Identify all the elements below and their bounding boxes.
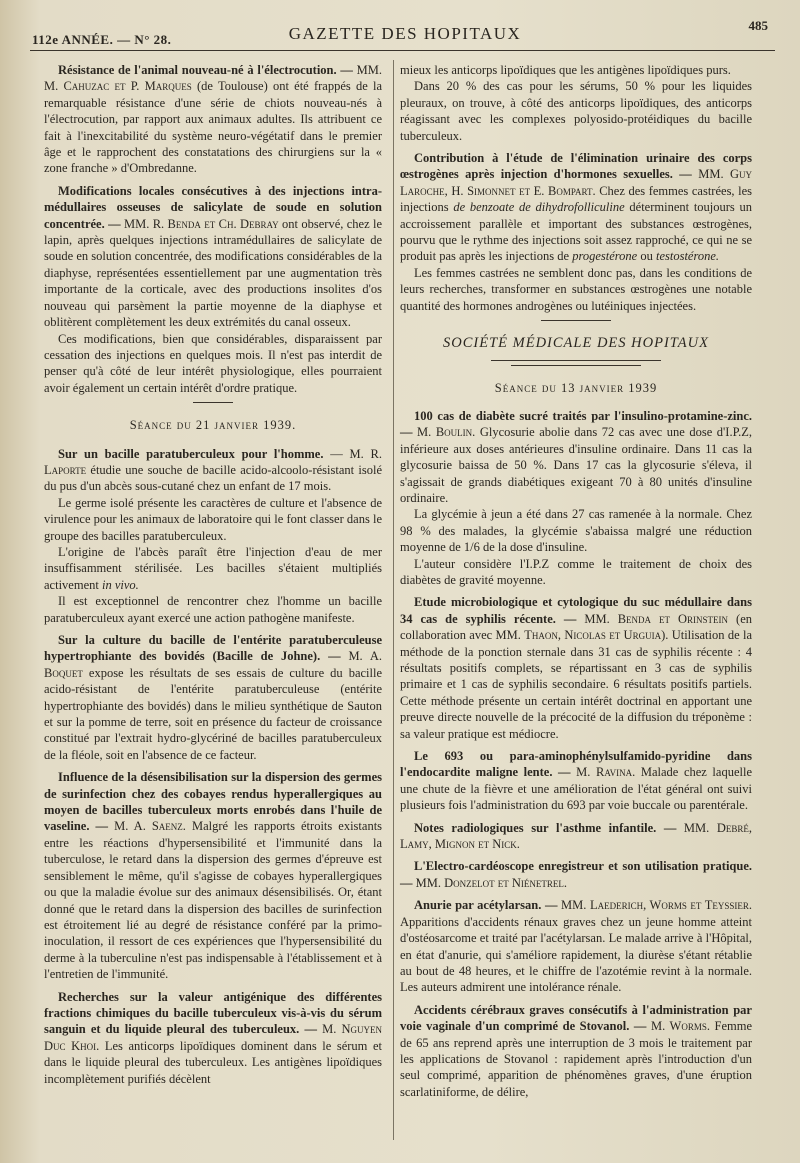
article-electrocardeoscope bbox=[400, 858, 752, 891]
separator bbox=[541, 320, 611, 321]
article-title: Anurie par acétylarsan. — bbox=[414, 898, 558, 913]
article-authors: M. Boulin. bbox=[417, 425, 476, 440]
article-body: L'auteur considère l'I.P.Z comme le traitement de choix des diabètes de gravité moyenne. bbox=[400, 556, 752, 587]
article-authors: MM. R. Benda et Ch. Debray bbox=[123, 216, 279, 231]
article-body: Malade chez laquelle une chute de la fièvre et une amélioration de l'état général ont suivi plusieurs fois l'administration du 693 par voie buccale ou parentérale. bbox=[400, 765, 752, 813]
article-body: La glycémie à jeun a été dans 27 cas ramenée à la normale. Chez 98 % des malades, la glycémie s'abaissa malgré une réduction moyenne de 1/6 de la dose d'insuline. bbox=[400, 507, 752, 555]
article-body: expose les résultats de ses essais de culture du bacille acido-résistant de l'entérite paratuberculeuse (entérite hypertrophiante des bovidés) dans le milieu synthétique de Sauton et sur la pomme de terre, soit en présence du facteur de croissance constitué par l'extrait hydro-glycériné de bacilles paratuberculeux de la fléole, soit en l'absence de ce facteur. bbox=[44, 665, 383, 762]
article-body: Malgré les rapports étroits existants entre les réactions d'hypersensibilité et l'immunité dans la tuberculose, le retard dans la dispersion des germes d'épreuve est sensiblement le même, qu'il s'agisse de cobayes hyperallergiques ou que la maladie évolue sur des animaux désensibilisés. Or, étant donné que le retard dans la dispersion des bacilles de surinfection est étroitement lié au degré de résistance conféré par la primo-inoculation, il ressort de ces expériences que l'hypersensibilité du derme à la tuberculine n'est pas indispensable à l'établissement et à l'entretien de l'immunité. bbox=[44, 819, 383, 982]
article-authors: M. Nguyen Duc Khoi. bbox=[44, 1022, 382, 1053]
article-authors: MM. Laederich, Worms et Teyssier. bbox=[561, 898, 753, 913]
article-title: Notes radiologiques sur l'asthme infantile. — bbox=[414, 820, 677, 835]
article-johne bbox=[44, 632, 382, 763]
article-authors: M. A. Boquet bbox=[44, 649, 382, 680]
article-body: ou bbox=[640, 249, 653, 264]
separator bbox=[193, 402, 233, 403]
article-body: Femme de 65 ans reprend après une interruption de 3 mois le traitement par les applications de Stovanol : rapidement après l'introduction d'un seul comprimé, apparition de phénomènes graves, d'une éruption scarlatiniforme, de délire, bbox=[400, 1019, 753, 1099]
column-divider bbox=[393, 60, 394, 1140]
article-syphilis bbox=[400, 594, 752, 742]
header-rule bbox=[30, 50, 775, 51]
article-title: Résistance de l'animal nouveau-né à l'électrocution. — bbox=[58, 63, 353, 77]
article-body: Apparitions d'accidents rénaux graves chez un jeune homme atteint d'ostéosarcome et traité par l'acétylarsan. Le malade arrive à l'Hôpital, en état d'anurie, qui s'améliore rapidement, la diurèse s'étant rétablie au bout de 48 heures, et le chiffre de l'azotémie revint à la normale. Les auteurs admirent une intolérance rénale. bbox=[400, 914, 752, 995]
article-body: (en collaboration avec MM. bbox=[400, 611, 753, 643]
article-authors: MM. Benda et Orinstein bbox=[584, 611, 729, 626]
article-title: Influence de la désensibilisation sur la dispersion des germes de surinfection chez des cobayes rendus hyperallergiques au moyen de bacilles tuberculeux morts enrobés dans l'huile de vaseline. — bbox=[44, 770, 382, 834]
journal-title: GAZETTE DES HOPITAUX bbox=[288, 24, 522, 43]
right-column bbox=[400, 62, 752, 1106]
session-heading: Séance du 13 janvier 1939 bbox=[494, 380, 658, 395]
page-header bbox=[30, 18, 780, 48]
article-body: Ces modifications, bien que considérables, disparaissent par cessation des injections en quelques mois. Il n'est pas interdit de penser qu'à côté de leur intérêt physiologique, elles pourraient avoir également un certain intérêt d'ordre pratique. bbox=[44, 331, 382, 395]
issue-number: 112e ANNÉE. — N° 28. bbox=[32, 32, 172, 47]
article-authors: Thaon, Nicolas et Urguia bbox=[524, 628, 662, 643]
article-desensibilisation bbox=[44, 769, 382, 982]
article-title: Accidents cérébraux graves consécutifs à l'administration par voie vaginale d'un comprimé de Stovanol. — bbox=[400, 1002, 752, 1034]
article-authors: MM. M. Cahuzac et P. Marques bbox=[44, 63, 382, 94]
article-body: Les femmes castrées ne semblent donc pas, dans les conditions de leurs recherches, transformer en substances œstrogènes une notable quantité des hormones androgènes ou lutéiniques injectées. bbox=[400, 265, 752, 313]
article-authors: M. A. Saenz. bbox=[114, 819, 186, 834]
article-italic: testostérone. bbox=[655, 249, 720, 264]
article-authors: MM. Debré, Lamy, Mignon et Nick. bbox=[400, 820, 752, 852]
article-body: Il est exceptionnel de rencontrer chez l'homme un bacille paratuberculeux ayant exercé une action pathogène manifeste. bbox=[44, 594, 382, 625]
article-antigenique bbox=[44, 989, 382, 1087]
article-693 bbox=[400, 748, 752, 814]
article-authors: M. Ravina. bbox=[576, 765, 636, 780]
article-body: Glycosurie abolie dans 72 cas avec une dose d'I.P.Z, inférieure aux doses antérieures d'insuline ordinaire. Dans 11 cas la glycosurie baissa de 50 %. Dans 17 cas la glycosurie s'éleva, il s'agissait de grands diabétiques exigeant 70 à 80 unités d'insuline ordinaire. bbox=[400, 425, 753, 505]
article-body: ). Utilisation de la méthode de la ponction sternale dans 31 cas de syphilis récente : 4 résultats positifs complets, se répartissant en 3 cas de syphilis primaire et 1 cas de syphilis secondaire. 6 résultats positifs partiels. Cette méthode présente un certain intérêt doctrinal en apportant une preuve directe nouvelle de la précocité de la diffusion du tréponème : sa valeur pratique est médiocre. bbox=[400, 628, 752, 741]
article-body: (de Toulouse) ont été frappés de la remarquable résistance d'une série de chiots nouveau-nés à l'électrocution, par rapport aux animaux adultes. Ils attribuent ce fait à l'inexcitabilité du système neuro-végétatif dans le premier âge et le rapprochent des constatations des chirurgiens sur la « zone franche » d'Ombredanne. bbox=[44, 79, 382, 176]
article-italic: de benzoate de dihydrofolliculine bbox=[453, 200, 625, 215]
article-authors: — M. R. Laporte bbox=[44, 446, 383, 477]
society-rule bbox=[511, 365, 641, 366]
session-heading: Séance du 21 janvier 1939. bbox=[129, 418, 297, 433]
article-italic: progestérone bbox=[572, 249, 638, 264]
article-authors: MM. Guy Laroche, H. Simonnet et E. Bompart. bbox=[400, 167, 752, 198]
article-body: étudie une souche de bacille acido-alcoolo-résistant isolé du pus d'un abcès sous-cutané chez un enfant de 17 mois. bbox=[44, 462, 382, 494]
article-title: Le 693 ou para-aminophénylsulfamido-pyridine dans l'endocardite maligne lente. — bbox=[400, 749, 752, 780]
society-heading: SOCIÉTÉ MÉDICALE DES HOPITAUX bbox=[443, 335, 709, 352]
article-diabete bbox=[400, 408, 752, 588]
article-body: Les anticorps lipoïdiques dominent dans le sérum et dans le liquide pleural des tuberculeux. Les antigènes lipoïdiques incomplètement purifiés décèlent bbox=[44, 1038, 382, 1086]
article-title: L'Electro-cardéoscope enregistreur et son utilisation pratique. — bbox=[400, 859, 752, 890]
article-italic: in vivo. bbox=[101, 577, 139, 592]
article-asthme bbox=[400, 820, 752, 853]
article-body: L'origine de l'abcès paraît être l'injection d'eau de mer insuffisamment stérilisée. Les bacilles s'étaient multipliés activement bbox=[44, 544, 382, 592]
society-rule bbox=[491, 360, 661, 361]
article-title: 100 cas de diabète sucré traités par l'insulino-protamine-zinc. — bbox=[400, 408, 752, 440]
article-anurie bbox=[400, 897, 752, 995]
article-stovanol bbox=[400, 1002, 752, 1100]
article-antigenique-cont bbox=[400, 62, 752, 144]
article-paratuberculeux bbox=[44, 446, 382, 626]
article-title: Contribution à l'étude de l'élimination urinaire des corps œstrogènes après injection d'hormones sexuelles. — bbox=[400, 151, 752, 182]
article-title: Etude microbiologique et cytologique du suc médullaire dans 34 cas de syphilis récente. — bbox=[400, 595, 752, 626]
article-body: Dans 20 % des cas pour les sérums, 50 % pour les liquides pleuraux, on trouve, à côté des anticorps lipoïdiques, des anticorps réagissant avec les complexes polyosido-protéidiques du bacille tuberculeux. bbox=[400, 79, 752, 143]
article-body: Chez des femmes castrées, les injections bbox=[400, 183, 753, 215]
article-electrocution bbox=[44, 62, 382, 177]
article-body: mieux les anticorps lipoïdiques que les antigènes lipoïdiques purs. bbox=[400, 63, 731, 77]
article-authors: M. Worms. bbox=[650, 1019, 710, 1034]
article-title: Sur un bacille paratuberculeux pour l'homme. bbox=[58, 446, 324, 461]
article-salicylate bbox=[44, 183, 382, 396]
page-number: 485 bbox=[748, 18, 768, 33]
article-title: Modifications locales consécutives à des injections intra-médullaires osseuses de salicylate de soude en solution concentrée. — bbox=[44, 183, 382, 231]
article-title: Sur la culture du bacille de l'entérite paratuberculeuse hypertrophiante des bovidés (Bacille de Johne). — bbox=[44, 633, 382, 664]
article-oestrogenes bbox=[400, 150, 752, 314]
left-column bbox=[44, 62, 382, 1093]
article-body: Le germe isolé présente les caractères de culture et l'absence de virulence pour les animaux de laboratoire qui le font classer dans le groupe des bacilles paratuberculeux. bbox=[44, 495, 382, 543]
article-title: Recherches sur la valeur antigénique des différentes fractions chimiques du bacille tuberculeux vis-à-vis du sérum sanguin et du liquide pleural des tuberculeux. — bbox=[44, 989, 382, 1037]
article-authors: MM. Donzelot et Niénetrel. bbox=[415, 875, 568, 890]
article-body: ont observé, chez le lapin, après quelques injections intramédullaires de salicylate de soude en solution concentrée, des modifications considérables de la diaphyse, représentées essentiellement par une augmentation très importante de la corticale, avec des productions insolites d'os nouveau qui parsèment la partie moyenne de la diaphyse et oblitèrent complètement les deux extrémités du canal osseux. bbox=[44, 216, 383, 330]
article-body: déterminent toujours un accroissement parallèle et important des substances œstrogènes, pourvu que le rythme des injections soit assez rapproché, ce qui ne se produit pas après les injections de bbox=[400, 200, 753, 264]
